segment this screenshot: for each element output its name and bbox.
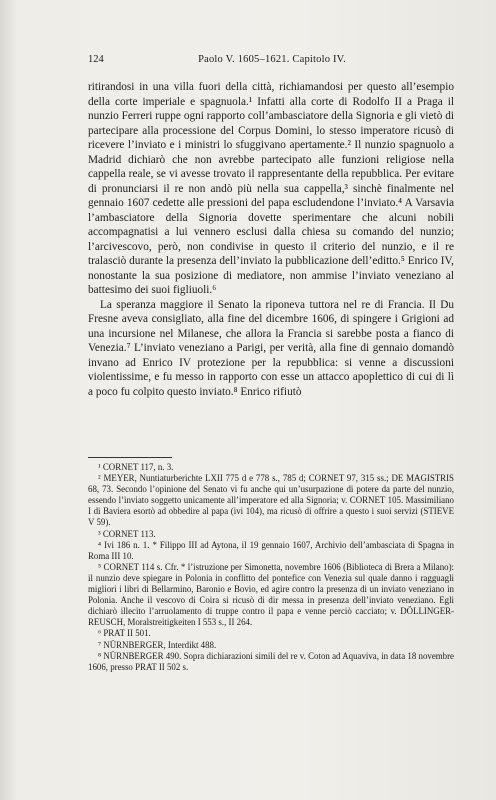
paragraph: ritirandosi in una villa fuori della città, richiamandosi per questo all’esempio della corte imperiale e spagnuola.¹ Infatti alla corte di Rodolfo II a Praga il nunzio Ferreri ruppe ogni rapporto coll’ambasciatore della Signoria e gli vietò di partecipare alla processione del Corpus Domini, lo stesso imperatore ricusò di ricevere l’inviato e i ministri lo sfuggivano apertamente.² Il nunzio spagnuolo a Madrid dichiarò che non avrebbe partecipato alle funzioni religiose nella cappella reale, se vi avesse trovato il rappresentante della repubblica. Per evitare di pronunciarsi il re non andò più nella sua cappella,³ sinchè finalmente nel gennaio 1607 cedette alle pressioni del papa escludendone l’inviato.⁴ A Varsavia l’ambasciatore della Signoria dovette sperimentare che alcuni nobili accompagnatisi a lui vennero esclusi dalla chiesa su comando del nunzio; l’arcivescovo, però, non condivise in questo il criterio del nunzio, e il re tralasciò durante la presenza dell’inviato la pubblicazione dell’editto.⁵ Enrico IV, nonostante la sua posizione di mediatore, non ammise l’inviato veneziano al battesimo dei suoi figliuoli.⁶: [88, 81, 454, 296]
footnote: ¹ CORNET 117, n. 3.: [98, 462, 174, 472]
running-title: Paolo V. 1605–1621. Capitolo IV.: [198, 54, 346, 65]
footnote: ⁵ CORNET 114 s. Cfr. * l’istruzione per Simonetta, novembre 1606 (Biblioteca di Brera a Milano): il nunzio deve spiegare in Polonia in conflitto del pontefice con Venezia sul quale danno i ragguagli migliori i libri di Bellarmino, Baronio e Bovio, ed agire contro la presenza di un inviato veneziano in Polonia. Anche il vescovo di Coira si ricusò di dir messa in presenza dell’inviato veneziano. Egli dichiarò illecito l’arruolamento di truppe contro il papa e venne perciò cacciato; v. DÖLLINGER-REUSCH, Moralstreitigkeiten I 553 s., II 264.: [88, 561, 454, 628]
footnote: ⁴ Ivi 186 n. 1. * Filippo III ad Aytona, il 19 gennaio 1607, Archivio dell’ambasciata di Spagna in Roma III 10.: [88, 539, 454, 561]
footnote-separator: [88, 457, 172, 458]
footnote: ⁸ NÜRNBERGER 490. Sopra dichiarazioni simili del re v. Coton ad Aquaviva, in data 18 novembre 1606, presso PRAT II 502 s.: [88, 650, 454, 672]
footnote: ² MEYER, Nuntiaturberichte LXII 775 d e 778 s., 785 d; CORNET 97, 315 ss.; DE MAGISTRIS 68, 73. Secondo l’opinione del Senato vi fu anche qui un’usurpazione di potere da parte del nunzio, essendo l’inviato soggetto unicamente all’imperatore ed alla Signoria; v. CORNET 105. Massimiliano I di Baviera esortò ad obbedire al papa (ivi 104), ma ricusò di offrire a questo i suoi servizi (STIEVE V 59).: [88, 473, 454, 528]
running-head: [88, 54, 456, 68]
footnotes: [88, 462, 454, 673]
page-number: 124: [88, 54, 104, 65]
footnote: ⁷ NÜRNBERGER, Interdikt 488.: [98, 639, 217, 650]
main-text: [88, 80, 454, 399]
footnote: ³ CORNET 113.: [98, 528, 156, 539]
paragraph: La speranza maggiore il Senato la riponeva tuttora nel re di Francia. Il Du Fresne aveva consigliato, alla fine del dicembre 1606, di spingere i Grigioni ad una incursione nel Milanese, che allora la Francia si sarebbe posta a fianco di Venezia.⁷ L’inviato veneziano a Parigi, per verità, alla fine di gennaio domandò invano ad Enrico IV protezione per la repubblica: si venne a discussioni violentissime, e fu messo in rapporto con esse un attacco apoplettico di cui di lì a poco fu colpito questo inviato.⁸ Enrico rifiutò: [88, 298, 454, 398]
footnote: ⁶ PRAT II 501.: [98, 628, 151, 639]
